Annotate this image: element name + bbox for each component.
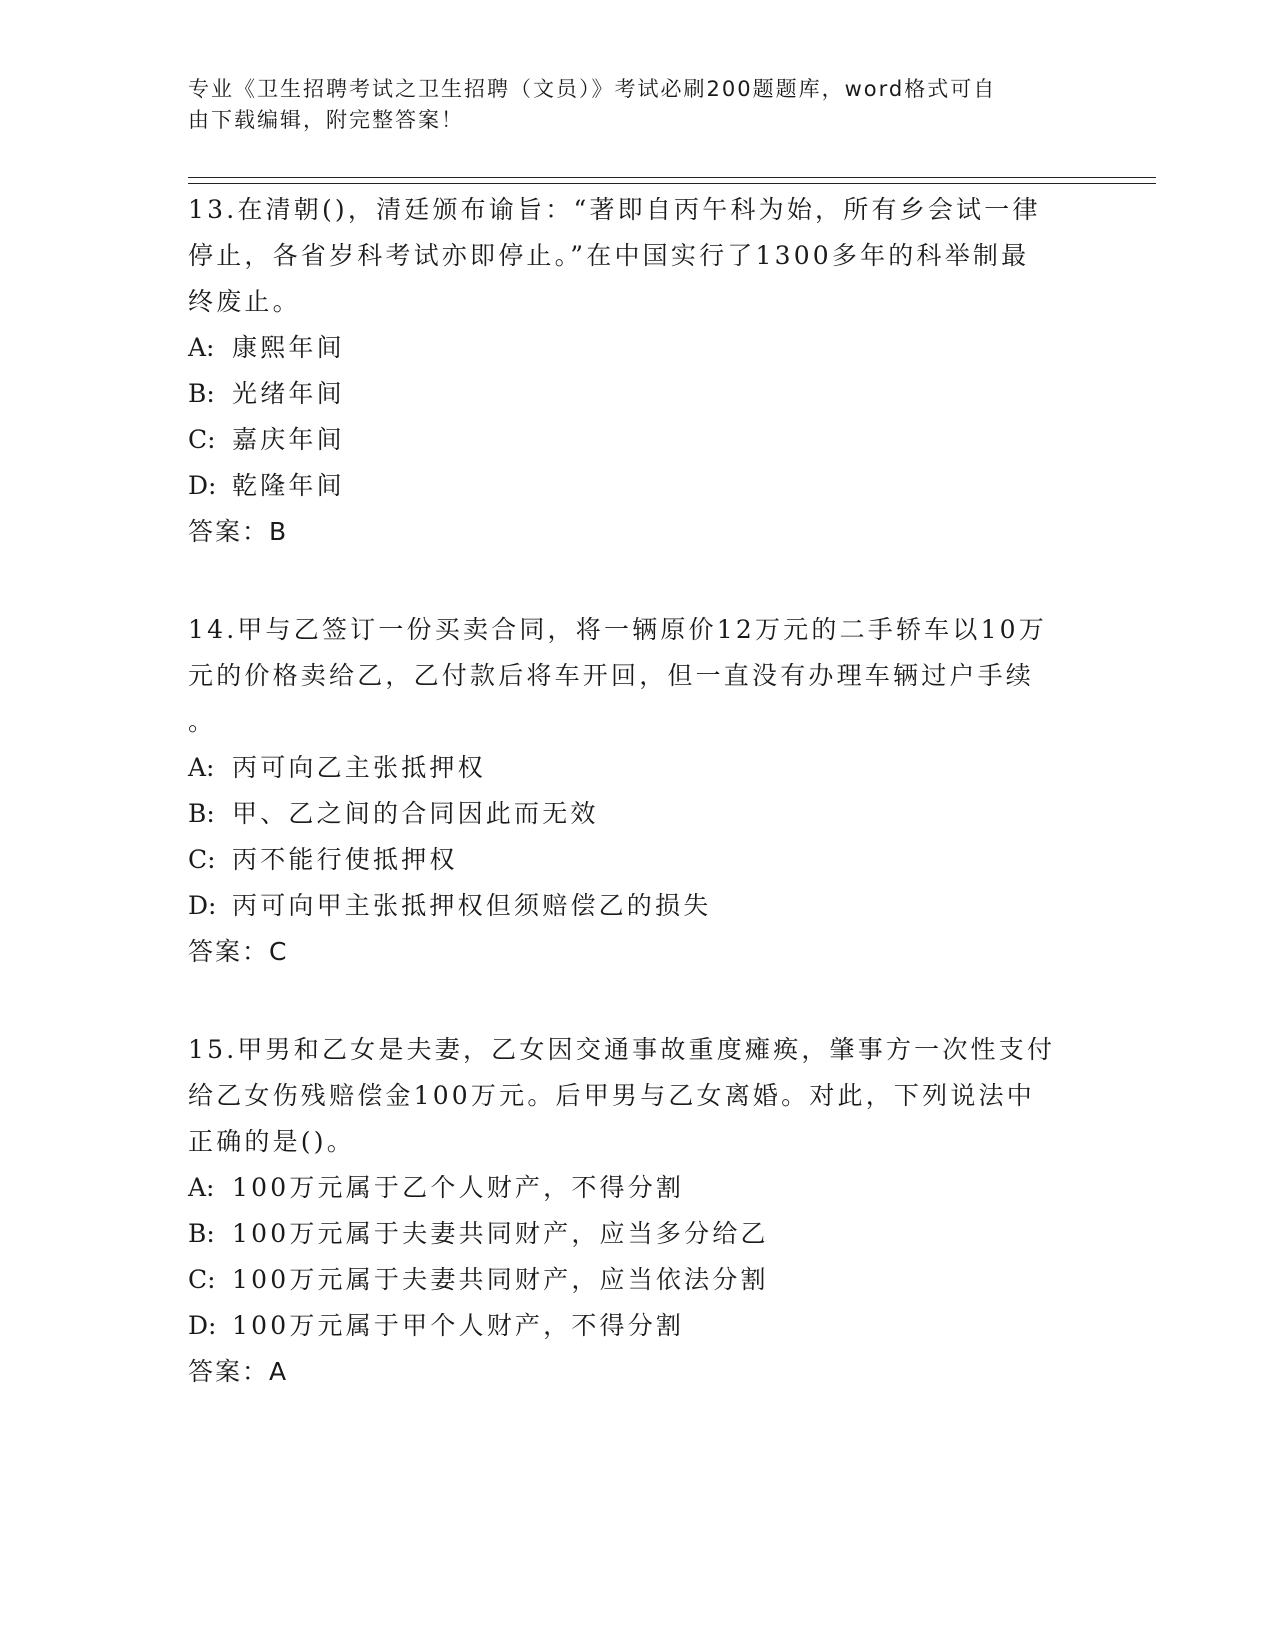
option-text: 康熙年间 <box>232 333 345 362</box>
option-c <box>188 417 1088 463</box>
question-14 <box>188 607 1088 975</box>
header-divider-bottom <box>188 183 1156 184</box>
option-d <box>188 883 1088 929</box>
answer-label: 答案：C <box>188 937 289 966</box>
question-stem-line: 14.甲与乙签订一份买卖合同，将一辆原价12万元的二手轿车以10万 <box>188 615 1047 644</box>
option-key: D: <box>188 471 217 500</box>
question-13 <box>188 187 1088 555</box>
option-d <box>188 463 1088 509</box>
option-key: C: <box>188 845 216 874</box>
option-key: C: <box>188 425 216 454</box>
option-key: B: <box>188 1219 215 1248</box>
option-key: C: <box>188 1265 216 1294</box>
option-text: 100万元属于夫妻共同财产，应当依法分割 <box>232 1265 769 1294</box>
option-text: 丙可向甲主张抵押权但须赔偿乙的损失 <box>232 891 712 920</box>
question-list <box>188 187 1088 1447</box>
question-stem-line: 。 <box>188 707 217 736</box>
option-b <box>188 1211 1088 1257</box>
option-key: D: <box>188 1311 217 1340</box>
header-line-1: 专业《卫生招聘考试之卫生招聘（文员）》考试必刷200题题库，word格式可自 <box>188 77 997 101</box>
option-key: A: <box>188 333 215 362</box>
option-key: D: <box>188 891 217 920</box>
option-c <box>188 837 1088 883</box>
option-text: 嘉庆年间 <box>232 425 345 454</box>
option-a <box>188 1165 1088 1211</box>
option-b <box>188 371 1088 417</box>
option-a <box>188 745 1088 791</box>
option-key: A: <box>188 1173 215 1202</box>
question-stem-line: 13.在清朝()，清廷颁布谕旨：“著即自丙午科为始，所有乡会试一律 <box>188 195 1041 224</box>
question-stem-line: 终废止。 <box>188 287 301 316</box>
option-text: 100万元属于乙个人财产，不得分割 <box>232 1173 685 1202</box>
option-text: 光绪年间 <box>232 379 345 408</box>
option-text: 100万元属于夫妻共同财产，应当多分给乙 <box>232 1219 769 1248</box>
option-c <box>188 1257 1088 1303</box>
option-text: 丙不能行使抵押权 <box>232 845 458 874</box>
option-b <box>188 791 1088 837</box>
question-15 <box>188 1027 1088 1395</box>
option-key: B: <box>188 379 215 408</box>
question-stem-line: 给乙女伤残赔偿金100万元。后甲男与乙女离婚。对此，下列说法中 <box>188 1081 1035 1110</box>
question-stem-line: 正确的是()。 <box>188 1127 355 1156</box>
question-stem-line: 元的价格卖给乙，乙付款后将车开回，但一直没有办理车辆过户手续 <box>188 661 1035 690</box>
option-text: 100万元属于甲个人财产，不得分割 <box>232 1311 685 1340</box>
option-a <box>188 325 1088 371</box>
header-divider-top <box>188 177 1156 178</box>
header-line-2: 由下载编辑，附完整答案！ <box>188 108 464 132</box>
option-text: 乾隆年间 <box>232 471 345 500</box>
question-stem-line: 停止，各省岁科考试亦即停止。”在中国实行了1300多年的科举制最 <box>188 241 1030 270</box>
question-stem-line: 15.甲男和乙女是夫妻，乙女因交通事故重度瘫痪，肇事方一次性支付 <box>188 1035 1056 1064</box>
answer-label: 答案：B <box>188 517 289 546</box>
option-key: A: <box>188 753 215 782</box>
answer-label: 答案：A <box>188 1357 289 1386</box>
option-text: 甲、乙之间的合同因此而无效 <box>232 799 599 828</box>
option-d <box>188 1303 1088 1349</box>
option-key: B: <box>188 799 215 828</box>
option-text: 丙可向乙主张抵押权 <box>232 753 486 782</box>
document-header <box>188 74 1068 136</box>
